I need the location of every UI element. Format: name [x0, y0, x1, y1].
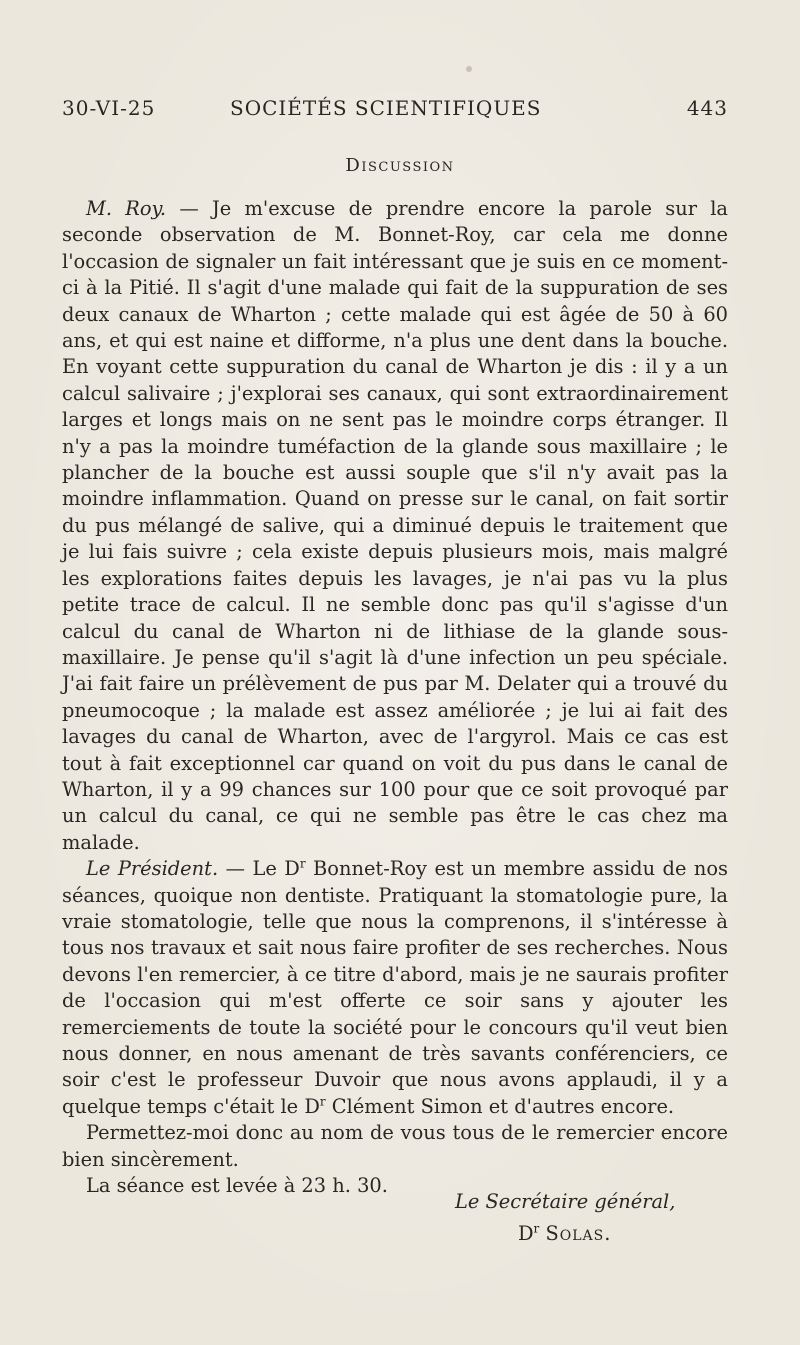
paragraph-text: Clément Simon et d'autres encore. [325, 1094, 675, 1118]
signature-role: Le Secrétaire général, [455, 1190, 676, 1213]
superscript: r [533, 1221, 540, 1236]
printing-speck [466, 66, 472, 72]
paragraph-text: Permettez-moi donc au nom de vous tous de le remercier encore bien sincèrement. [62, 1121, 728, 1171]
signature-name-line [518, 1222, 611, 1245]
superscript: r [319, 1094, 326, 1109]
signature-title: D [518, 1222, 534, 1245]
running-header [62, 96, 728, 126]
signature-name: Solas. [545, 1222, 612, 1245]
paragraph-president [62, 856, 728, 1120]
paragraph-roy [62, 196, 728, 856]
superscript: r [299, 856, 306, 871]
paragraph-text: — Le D [218, 857, 300, 881]
discussion-body [62, 196, 728, 1199]
page-number: 443 [686, 96, 728, 120]
section-title: Discussion [345, 155, 455, 176]
speaker-name: M. Roy. [86, 197, 167, 220]
paragraph-text: Bonnet-Roy est un membre assidu de nos séances, quoique non dentiste. Pratiquant la stomatologie pure, la vraie stomatologie, telle que nous la comprenons, il s'intéresse à tous nos travaux et sait nous faire profiter de ses recherches. Nous devons l'en remercier, à ce titre d'abord, mais je ne saurais profiter de l'occasion qui m'est offerte ce soir sans y ajouter les remerciements de toute la société pour le concours qu'il veut bien nous donner, en nous amenant de très savants conférenciers, ce soir c'est le professeur Duvoir que nous avons applaudi, il y a quelque temps c'était le D [62, 857, 729, 1118]
speaker-name: Le Président. [86, 857, 219, 881]
paragraph-text: — Je m'excuse de prendre encore la parole sur la seconde observation de M. Bonnet-Roy, car cela me donne l'occasion de signaler un fait intéressant que je suis en ce moment-ci à la Pitié. Il s'agit d'une malade qui fait de la suppuration de ses deux canaux de Wharton ; cette malade qui est âgée de 50 à 60 ans, et qui est naine et difforme, n'a plus une dent dans la bouche. En voyant cette suppuration du canal de Wharton je dis : il y a un calcul salivaire ; j'explorai ses canaux, qui sont extraordinairement larges et longs mais on ne sent pas le moindre corps étranger. Il n'y a pas la moindre tuméfaction de la glande sous maxillaire ; le plancher de la bouche est aussi souple que s'il n'y avait pas la moindre inflammation. Quand on presse sur le canal, on fait sortir du pus mélangé de salive, qui a diminué depuis le traitement que je lui fais suivre ; cela existe depuis plusieurs mois, mais malgré les explorations faites depuis les lavages, je n'ai pas vu la plus petite trace de calcul. Il ne semble donc pas qu'il s'agisse d'un calcul du canal de Wharton ni de lithiase de la glande sous-maxillaire. Je pense qu'il s'agit là d'une infection un peu spéciale. J'ai fait faire un prélèvement de pus par M. Delater qui a trouvé du pneumocoque ; la malade est assez améliorée ; je lui ai fait des lavages du canal de Wharton, avec de l'argyrol. Mais ce cas est tout à fait exceptionnel car quand on voit du pus dans le canal de Wharton, il y a 99 chances sur 100 pour que ce soit provoqué par un calcul du canal, ce qui ne semble pas être le cas chez ma malade. [62, 197, 728, 854]
header-date: 30-VI-25 [62, 96, 156, 120]
paragraph-thanks [62, 1120, 728, 1173]
paragraph-text: La séance est levée à 23 h. 30. [86, 1174, 388, 1198]
header-journal-section: SOCIÉTÉS SCIENTIFIQUES [230, 96, 542, 120]
